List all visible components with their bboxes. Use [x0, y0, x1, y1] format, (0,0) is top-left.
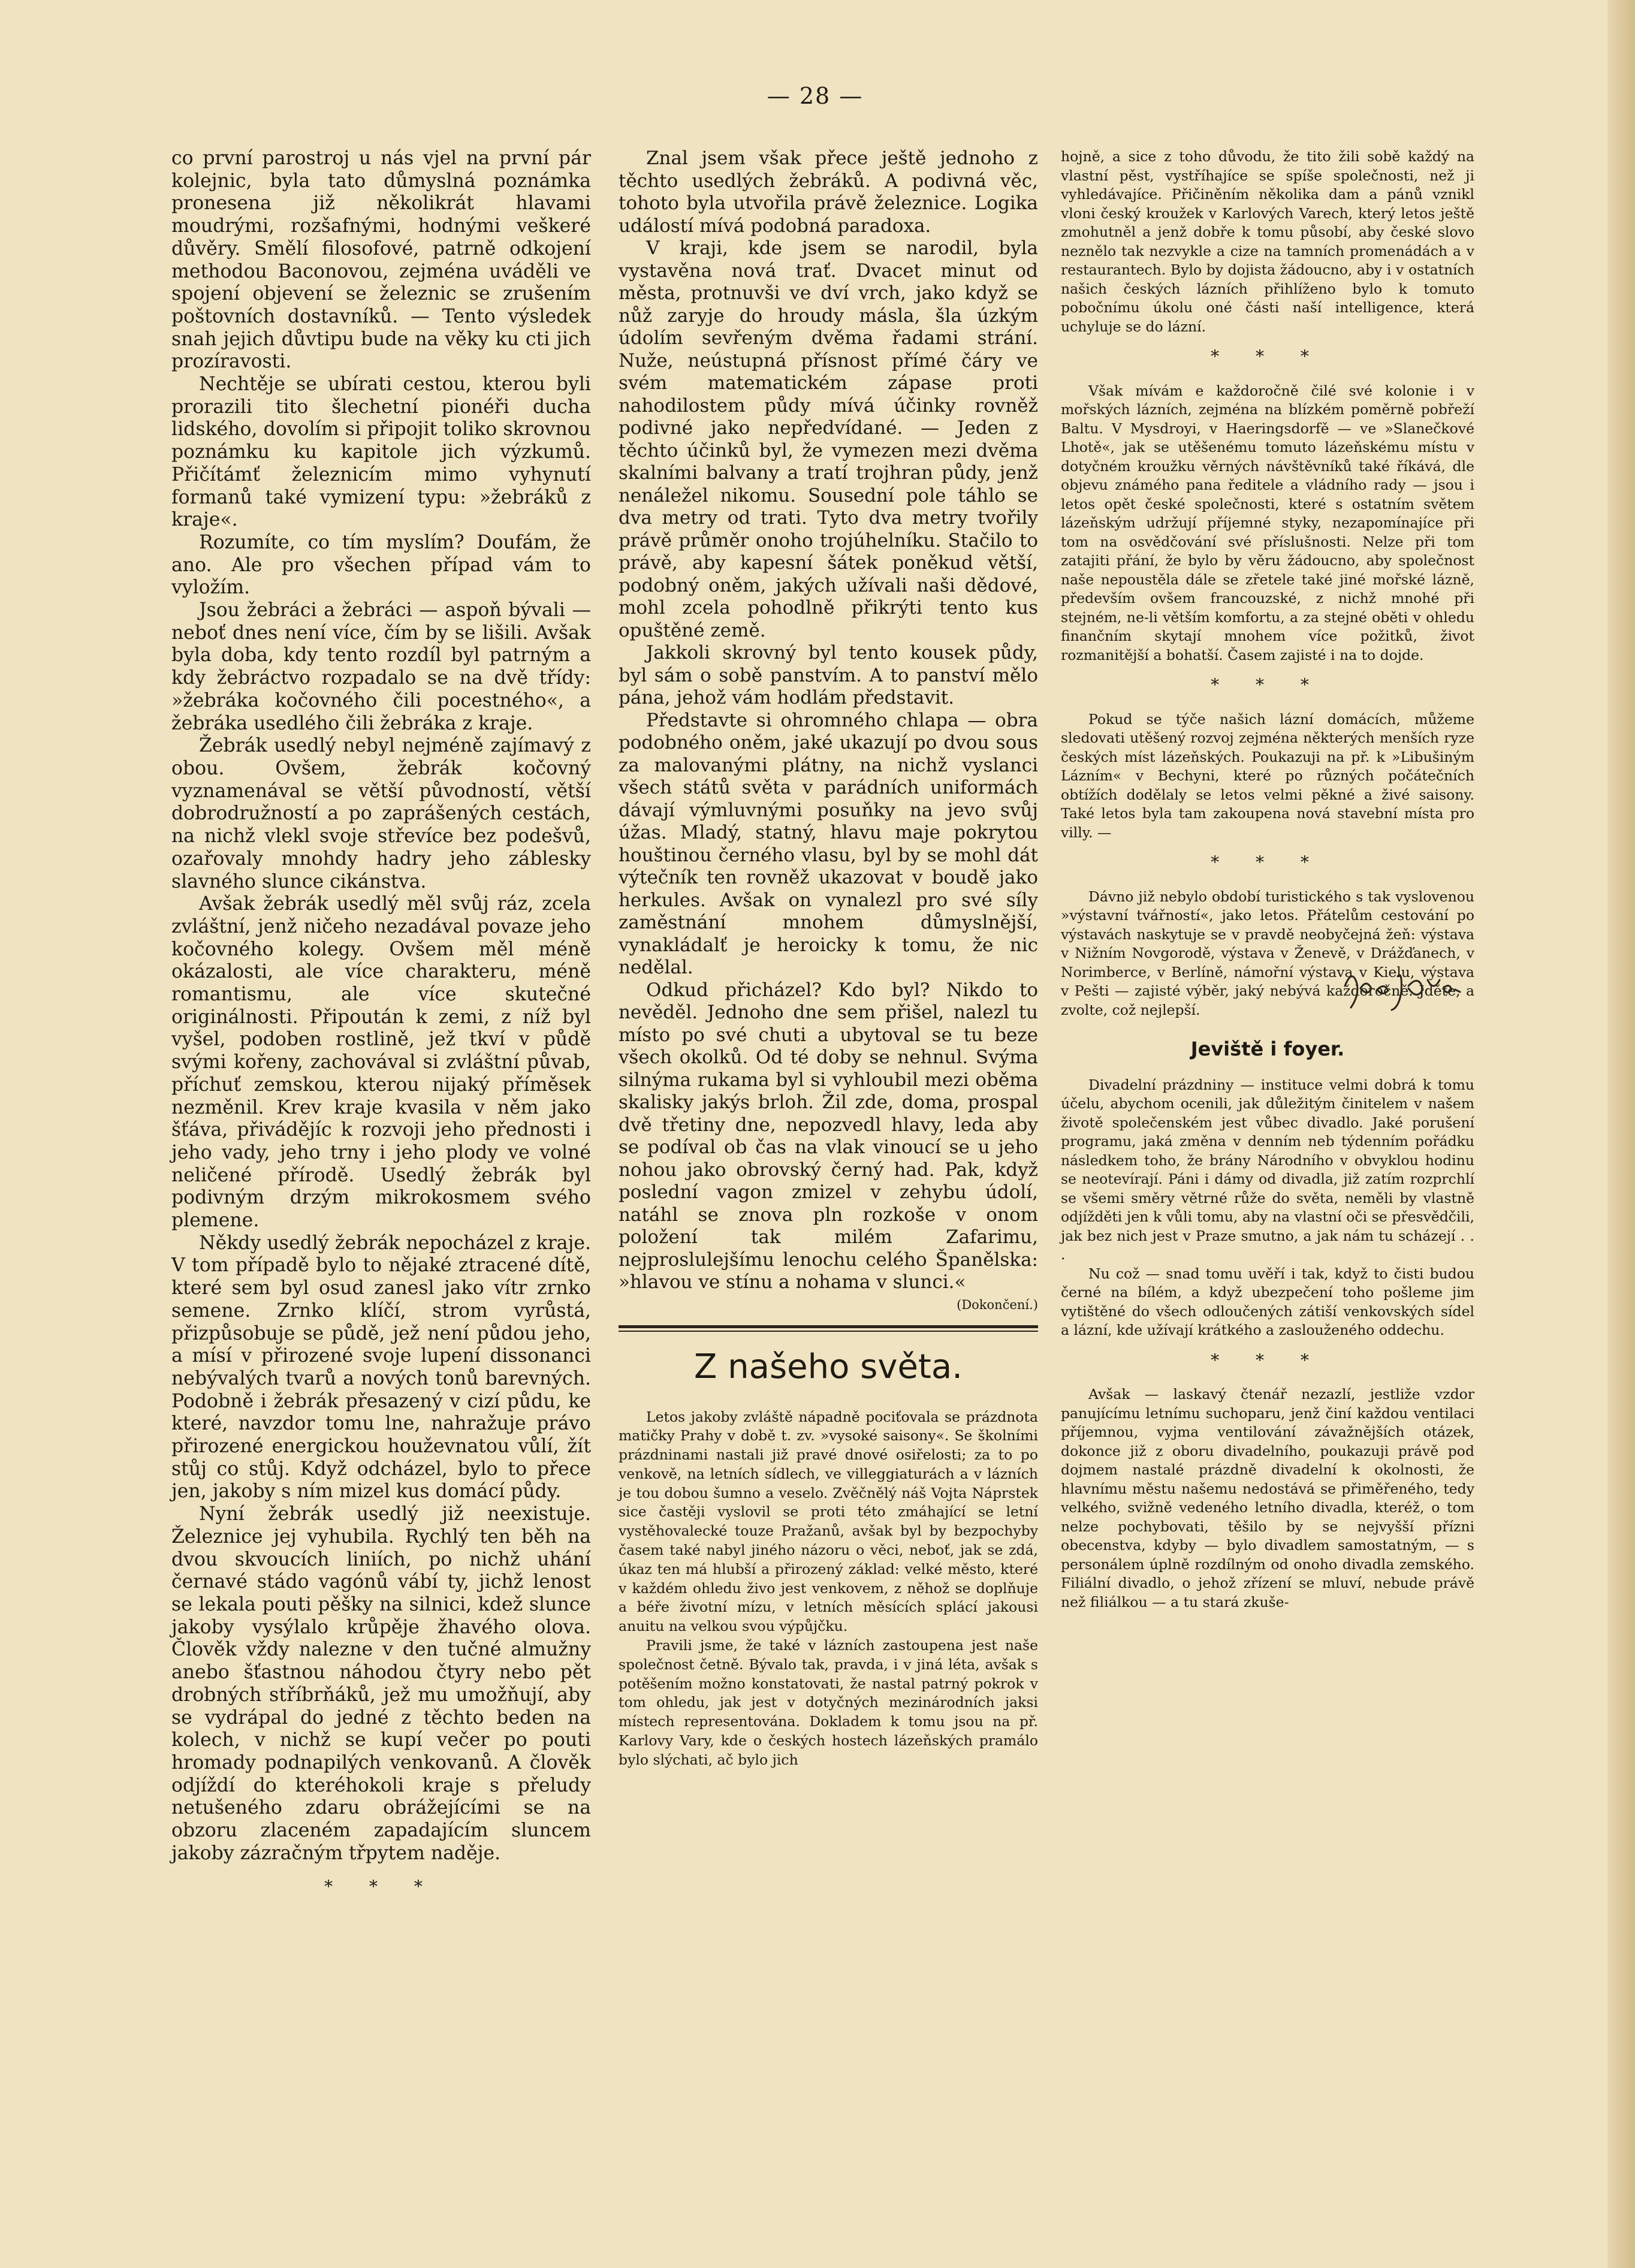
story-continuation — [619, 147, 1038, 1294]
paragraph: Žebrák usedlý nebyl nejméně zajímavý z obou. Ovšem, žebrák kočovný vyznamenával se větší původností, větší dobrodružností a po zaprášených cestách, na nichž vlekl svoje střevíce bez podešvů, ozařovaly mnohdy hadry jeho záblesky slavného slunce cikánstva. — [171, 735, 591, 892]
section-separator-stars: * * * — [1211, 852, 1325, 872]
handwritten-signature — [1338, 962, 1464, 1016]
paragraph: Dávno již nebylo období turistického s tak vyslovenou »výstavní tvářností«, jako letos. Přátelům cestování po výstavách naskytuje se v pravdě neobyčejná žeň: výstava v Nižním Novgorodě, výstava v Ženevě, v Drážďanech, v Norimberce, v Berlíně, námořní výstava v Kielu, výstava v Pešti — zajisté výběr, jaký nebývá každoročně. Jděte, a zvolte, což nejlepší. — [1061, 888, 1474, 1018]
column-2 — [619, 147, 1038, 1770]
paragraph: Nu což — snad tomu uvěří i tak, když to čisti budou černé na bílém, a když ubezpečení toho pošleme jim vytištěné do všech odloučených zátiší venkovských sídel a lázní, kde užívají krátkého a zaslouženého oddechu. — [1061, 1265, 1474, 1338]
paragraph: Představte si ohromného chlapa — obra podobného oněm, jaké ukazují po dvou sous za malovanými plátny, na nichž vyslanci všech států světa v parádních uniformách dávají výmluvnými posuňky na jevo svůj úžas. Mladý, statný, hlavu maje pokrytou houštinou černého vlasu, byl by se mohl dát výtečník ten rovněž ukazovat v boudě jako herkules. Avšak on vynalezl pro své síly zaměstnání mnohem důmyslnější, vynakládalť je heroicky k tomu, že nic nedělal. — [619, 709, 1038, 978]
section-separator-stars: * * * — [1211, 675, 1325, 695]
page-edge — [1607, 0, 1635, 2268]
section-separator-stars: * * * — [1211, 1350, 1325, 1370]
theatre-section-title: Jeviště i foyer. — [1190, 1038, 1345, 1060]
paragraph: Letos jakoby zvláště nápadně pociťovala se prázdnota matičky Prahy v době t. zv. »vysoké saisony«. Se školními prázdninami nastali již pravé dnové osiřelosti; za to po venkově, na letních sídlech, ve villeggiaturách a v lázních je tou dobou šumno a veselo. Zvěčnělý náš Vojta Náprstek sice častěji vyslovil se proti této zmáhající se letní vystěhovalecké touze Pražanů, avšak byl by bezpochyby časem také nabyl jiného názoru o věci, neboť, jak se zdá, úkaz ten má hlubší a přirozený základ: velké město, které v každém ohledu živo jest venkovem, z něhož se doplňuje a béře životní mízu, v letních měsících splácí jakousi anuitu na velkou svou výpůjčku. — [619, 1408, 1038, 1635]
section-divider — [619, 1325, 1038, 1332]
column-3 — [1061, 147, 1474, 1612]
paragraph: Však mívám e každoročně čilé své kolonie i v mořských lázních, zejména na blízkém poměrně pobřeží Baltu. V Mysdroyi, v Haeringsdorfě — ve »Slanečkové Lhotě«, jak se utěšenému tomuto lázeňskému místu v dotyčném kroužku věrných návštěvníků také říkává, dle objevu známého pana ředitele a vládního rady — jsou i letos opět české společnosti, které s ostatním světem lázeňským udržují příjemné styky, nezapomínajíce při tom na osvědčování své příslušnosti. Nelze při tom zatajiti přání, že bylo by věru žádoucno, aby společnost naše nepoustěla dále se zřetele také jiné mořské lázně, především ovšem francouzské, z nichž mnohé při stejném, ne-li větším komfortu, a za stejné oběti v ohledu finančním skytají mnohem více požitků, život rozmanitější a bohatší. Časem zajisté i na to dojde. — [1061, 382, 1474, 663]
paragraph: co první parostroj u nás vjel na první pár kolejnic, byla tato důmyslná poznámka pronesena již několikrát hlavami moudrými, rozšafnými, hodnými veškeré důvěry. Smělí filosofové, patrně odkojení methodou Baconovou, zejména uváděli ve spojení objevení se železnic se zrušením poštovních dostavníků. — Tento výsledek snah jejich důvtipu bude na věky ku cti jich prozíravosti. — [171, 147, 591, 373]
paragraph: Nyní žebrák usedlý již neexistuje. Železnice jej vyhubila. Rychlý ten běh na dvou skvoucích liniích, po nichž uhání černavé stádo vagónů vábí ty, jichž lenost se lekala pouti pěšky na silnici, kdež slunce jakoby vysýlalo krůpěje žhavého olova. Člověk vždy nalezne v den tučné almužny anebo šťastnou náhodou čtyry nebo pět drobných stříbrňáků, jež mu umožňují, aby se vydrápal do jedné z těchto beden na kolech, v nichž se kupí večer po pouti hromady podnapilých venkovanů. A člověk odjíždí do kteréhokoli kraje s přeludy netušeného zdaru obrážejícími se na obzoru zlaceném zapadajícím sluncem jakoby zázračným třpytem naděje. — [171, 1503, 591, 1864]
paragraph: Rozumíte, co tím myslím? Doufám, že ano. Ale pro všechen případ vám to vyložím. — [171, 531, 591, 599]
paragraph: Avšak — laskavý čtenář nezazlí, jestliže vzdor panujícímu letnímu suchoparu, jenž činí každou ventilaci příjemnou, vyjma ventilování závažnějších otázek, dokonce již z oboru divadelního, poukazuji právě pod dojmem nastalé prázdně divadelní k okolnosti, že hlavnímu městu našemu nedostává se přiměřeného, tedy velkého, svižně vedeného letního divadla, kteréž, o tom nelze pochybovati, těšilo by se nejvyšší přízni obecenstva, kdyby — bylo divadlem samostatným, — s personálem úplně rozdílným od onoho divadla zemského. Filiální divadlo, o jehož zřízení se mluví, nebude právě než filiálkou — a tu stará zkuše- — [1061, 1386, 1474, 1610]
paragraph: Jakkoli skrovný byl tento kousek půdy, byl sám o sobě panstvím. A to panství mělo pána, jehož vám hodlám představit. — [619, 642, 1038, 708]
section-separator-stars: * * * — [1211, 346, 1325, 366]
paragraph: Pravili jsme, že také v lázních zastoupena jest naše společnost četně. Bývalo tak, pravda, i v jiná léta, avšak s potěšením možno konstatovati, že nastal patrný pokrok v tom ohledu, jak jest v dotyčných mezinárodních jaksi místech representována. Dokladem k tomu jsou na př. Karlovy Vary, kde o českých hostech lázeňských pramálo bylo slýchati, ač bylo jich — [619, 1637, 1038, 1768]
section-title: Z našeho světa. — [694, 1347, 963, 1386]
paragraph: Odkud přicházel? Kdo byl? Nikdo to nevěděl. Jednoho dne sem přišel, nalezl tu místo po své chuti a ubytoval se tu beze všech okolků. Od té doby se nehnul. Svýma silnýma rukama byl si vyhloubil mezi oběma skalisky jakýs brloh. Žil zde, doma, prospal dvě třetiny dne, nepozvedl hlavy, leda aby se podíval ob čas na vlak vinoucí se u jeho nohou jako obrovský černý had. Pak, když poslední vagon zmizel v zehybu údolí, natáhl se znova pln rozkoše v onom položení tak milém Zafarimu, nejproslulejšímu lenochu celého Španělska: »hlavou ve stínu a nohama v slunci.« — [619, 979, 1038, 1293]
paragraph: Avšak žebrák usedlý měl svůj ráz, zcela zvláštní, jenž ničeho nezadával povaze jeho kočovného kolegy. Ovšem měl méně okázalosti, ale více charakteru, méně romantismu, ale více skutečné originálnosti. Připoután k zemi, z níž byl vyšel, podoben rostlině, jež tkví v půdě svými kořeny, zachovával si zvláštní půvab, příchuť zemskou, kterou nijaký příměsek nezměnil. Krev kraje kvasila v něm jako šťáva, přivádějíc k rozvoji jeho přednosti i jeho vady, jeho trny i jeho plody ve volné neličené přírodě. Usedlý žebrák byl podivným drzým mikrokosmem svého plemene. — [171, 893, 591, 1232]
page-number: — 28 — — [767, 83, 864, 109]
news-column — [619, 1408, 1038, 1770]
paragraph: Znal jsem však přece ještě jednoho z těchto usedlých žebráků. A podivná věc, tohoto byla utvořila právě železnice. Logika událostí mívá podobná paradoxa. — [619, 147, 1038, 237]
paragraph: V kraji, kde jsem se narodil, byla vystavěna nová trať. Dvacet minut od města, protnuvši ve dví vrch, jako když se nůž zaryje do hroudy másla, šla úzkým údolím sevřeným dvěma řadami strání. Nuže, neústupná přísnost přímé čáry ve svém matematickém zápase proti nahodilostem půdy mívá účinky rovněž podivné jako nepředvídané. — Jeden z těchto účinků byl, že vymezen mezi dvěma skalními balvany a tratí trojhran půdy, jenž nenáležel nikomu. Sousední pole táhlo se dva metry od trati. Tyto dva metry tvořily právě průměr onoho trojúhelníku. Stačilo to právě, aby kapesní šátek poněkud větší, podobný oněm, jakých užívali naši dědové, mohl zcela pohodlně přikrýti tento kus opuštěné země. — [619, 237, 1038, 641]
paragraph: Pokud se týče našich lázní domácích, můžeme sledovati utěšený rozvoj zejména některých menších ryze českých míst lázeňských. Poukazuji na př. k »Libušiným Lázním« v Bechyni, které po různých počátečních obtížích dodělaly se letos velmi pěkné a živé saisony. Také letos byla tam zakoupena nová stavební místa pro villy. — — [1061, 710, 1474, 841]
paragraph: Jsou žebráci a žebráci — aspoň bývali — neboť dnes není více, čím by se lišili. Avšak byla doba, kdy tento rozdíl byl patrným a kdy žebráctvo rozpadalo se na dvě třídy: »žebráka kočovného čili pocestného«, a žebráka usedlého čili žebráka z kraje. — [171, 599, 591, 734]
column-1 — [171, 147, 591, 1914]
paragraph: Divadelní prázdniny — instituce velmi dobrá k tomu účelu, abychom ocenili, jak důležitým činitelem v našem životě společenském jest vůbec divadlo. Jaké porušení programu, jaká změna v denním neb týdenním pořádku následkem toho, že brány Národního v obvyklou hodinu se neotevírají. Páni i dámy od divadla, již zatím rozprchlí se všemi směry větrné růže do světa, neměli by vlastně odjížděti jen k vůli tomu, aby na vlastní oči se přesvědčili, jak bez nich jest v Praze smutno, a jak nám tu scházejí . . . — [1061, 1076, 1474, 1263]
section-separator-stars: * * * — [324, 1877, 438, 1897]
paragraph: Někdy usedlý žebrák nepocházel z kraje. V tom případě bylo to nějaké ztracené dítě, které sem byl osud zanesl jako vítr zrnko semene. Zrnko klíčí, strom vyrůstá, přizpůsobuje se půdě, jež není půdou jeho, a mísí v přirozené svoje lupení dissonanci nebývalých tvarů a nových tonů barevných. Podobně i žebrák přesazený v cizí půdu, ke které, navzdor tomu lne, nahražuje právo přirozené energickou houževnatou vůlí, žít stůj co stůj. Když odcházel, bylo to přece jen, jakoby s ním mizel kus domácí půdy. — [171, 1232, 591, 1503]
paragraph: Nechtěje se ubírati cestou, kterou byli prorazili tito šlechetní pionéři ducha lidského, dovolím si připojit toliko skrovnou poznámku ku kapitole jich výzkumů. Přičítámť železnicím mimo vyhynutí formanů také vymizení typu: »žebráků z kraje«. — [171, 373, 591, 531]
paragraph: hojně, a sice z toho důvodu, že tito žili sobě každý na vlastní pěst, vystříhajíce se spíše společnosti, než ji vyhledávajíce. Přičiněním několika dam a pánů vznikl vloni český kroužek v Karlových Varech, který letos ještě zmohutněl a jenž dobře k tomu působí, aby české slovo neznělo tak nezvykle a cize na tamních promenádách a v restaurantech. Bylo by dojista žádoucno, aby i v ostatních našich českých lázních přihlíženo bylo k tomuto pobočnímu úkolu oné části naší intelligence, která uchyluje se do lázní. — [1061, 148, 1474, 335]
ending-note: (Dokončení.) — [957, 1297, 1038, 1312]
